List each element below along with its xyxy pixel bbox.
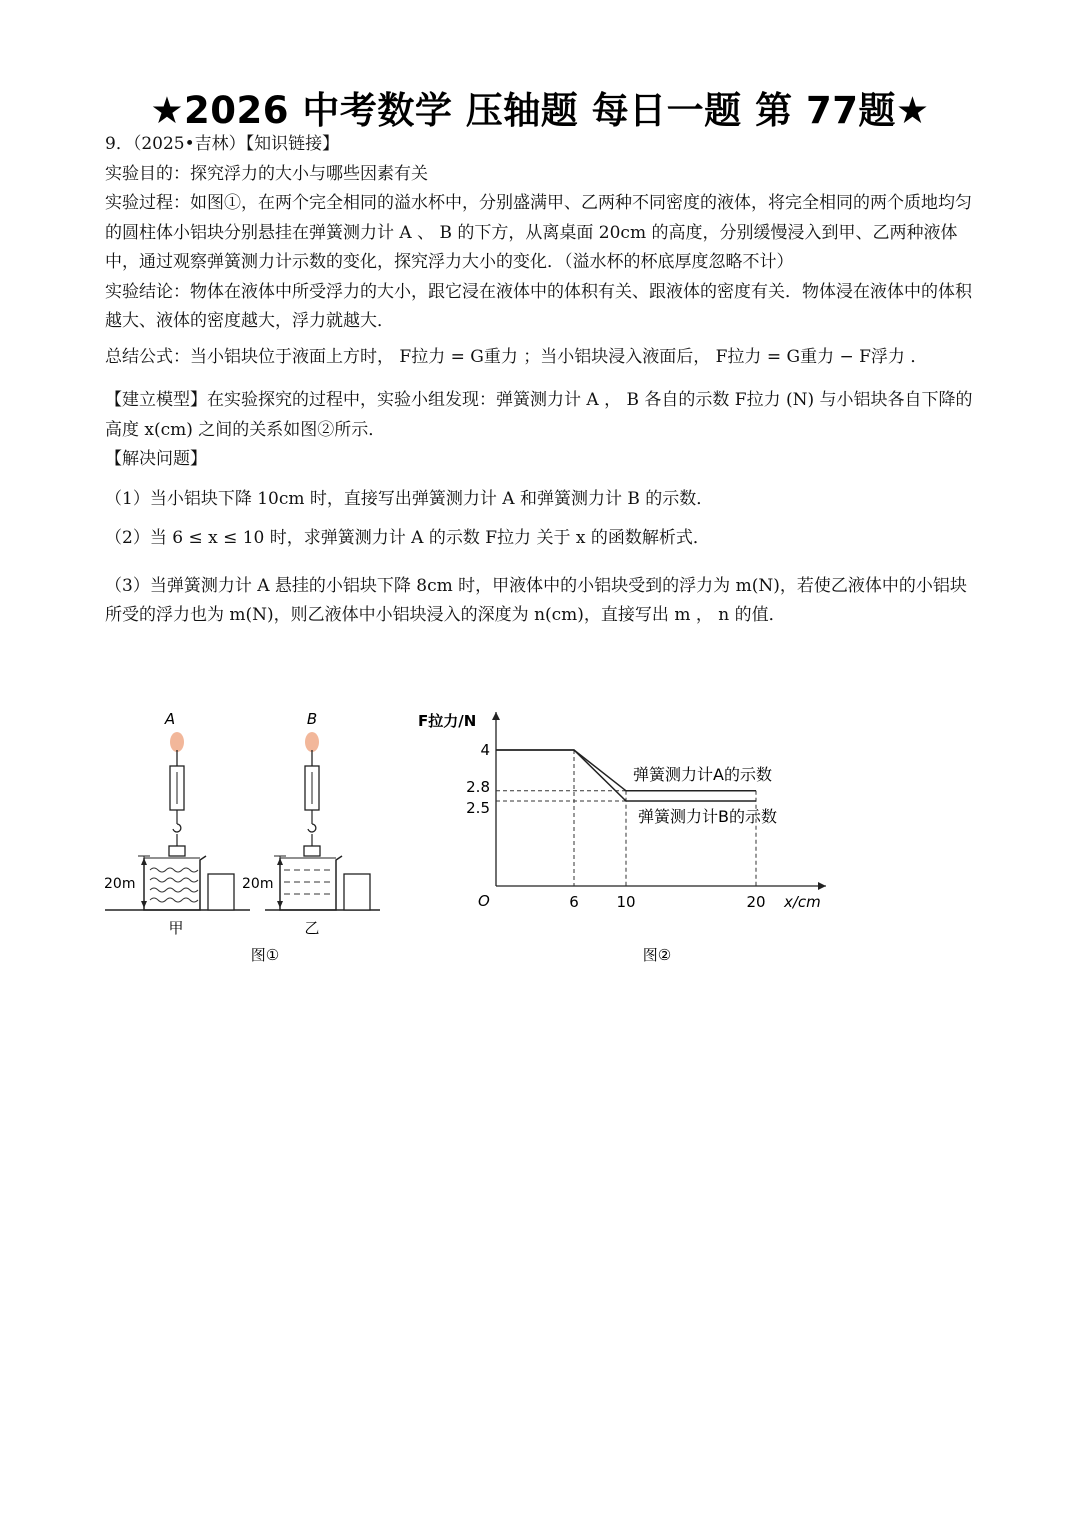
figure-2-caption: 图② — [642, 946, 672, 964]
aluminum-block-b — [304, 846, 320, 856]
figures — [100, 700, 840, 975]
summary-formula: 总结公式：当小铝块位于液面上方时， F拉力 = G重力 ；当小铝块浸入液面后， F拉力 = G重力 − F浮力 ． — [105, 346, 928, 367]
solve-header: 【解决问题】 — [105, 449, 207, 469]
y-tick-label-2.8: 2.8 — [466, 777, 490, 796]
experiment-conclusion: 实验结论：物体在液体中所受浮力的大小，跟它浸在液体中的体积有关、跟液体的密度有关．物体浸在液体中的体积越大、液体的密度越大，浮力就越大． — [105, 281, 972, 331]
y-axis-arrow — [492, 712, 500, 720]
origin-label: O — [478, 892, 490, 910]
hook-a — [173, 824, 181, 832]
problem-source: 9．（2025•吉林）【知识链接】 — [105, 134, 340, 154]
x-tick-label-20: 20 — [746, 893, 766, 911]
overflow-cup-a — [144, 856, 206, 910]
label-a: A — [164, 710, 176, 728]
y-axis-label: F拉力/N — [418, 712, 477, 730]
x-tick-label-6: 6 — [569, 893, 579, 911]
figure-1 — [104, 710, 380, 964]
x-axis-label: x/cm — [784, 893, 821, 911]
figure-1-caption: 图① — [250, 946, 280, 964]
y-tick-label-2.5: 2.5 — [466, 799, 490, 817]
overflow-cup-b — [280, 856, 342, 910]
liquid-b — [284, 870, 334, 894]
y-tick-label-4: 4 — [480, 741, 490, 759]
figure-2-chart — [418, 712, 826, 964]
experiment-purpose: 实验目的：探究浮力的大小与哪些因素有关 — [105, 163, 428, 184]
experiment-process: 实验过程：如图①，在两个完全相同的溢水杯中，分别盛满甲、乙两种不同密度的液体，将完全相同的两个质地均匀的圆柱体小铝块分别悬挂在弹簧测力计 A 、 B 的下方，从离桌面 20cm 的高度，分别缓慢浸入到甲、乙两种液体中，通过观察弹簧测力计示数的变化，探究浮力大小的变化．（溢水杯的杯底厚度忽略不计） — [105, 193, 972, 272]
liquid-label-yi: 乙 — [304, 919, 320, 937]
question-3: （3）当弹簧测力计 A 悬挂的小铝块下降 8cm 时，甲液体中的小铝块受到的浮力为 m(N)，若使乙液体中的小铝块所受的浮力也为 m(N)，则乙液体中小铝块浸入的深度为 n(cm)，直接写出 m ， n 的值． — [105, 575, 967, 625]
question-1: （1）当小铝块下降 10cm 时，直接写出弹簧测力计 A 和弹簧测力计 B 的示数． — [105, 488, 714, 509]
problem-body — [105, 130, 980, 631]
aluminum-block-a — [169, 846, 185, 856]
hand-icon-b — [305, 732, 319, 752]
page-title: ★2026 中考数学 压轴题 每日一题 第 77题★ — [150, 89, 930, 132]
height-label-a: 20m — [104, 876, 136, 892]
height-label-b: 20m — [242, 876, 274, 892]
hand-icon-a — [170, 732, 184, 752]
liquid-a — [150, 868, 198, 902]
label-b: B — [306, 710, 318, 728]
legend-a: 弹簧测力计A的示数 — [633, 765, 772, 784]
catch-cup-a — [208, 874, 234, 910]
legend-b: 弹簧测力计B的示数 — [638, 807, 777, 826]
catch-cup-b — [344, 874, 370, 910]
x-tick-label-10: 10 — [616, 893, 636, 911]
model-statement: 【建立模型】在实验探究的过程中，实验小组发现：弹簧测力计 A ， B 各自的示数 F拉力 (N) 与小铝块各自下降的高度 x(cm) 之间的关系如图②所示． — [105, 390, 973, 440]
liquid-label-jia: 甲 — [168, 919, 184, 937]
hook-b — [308, 824, 316, 832]
question-2: （2）当 6 ≤ x ≤ 10 时，求弹簧测力计 A 的示数 F拉力 关于 x 的函数解析式． — [105, 528, 710, 548]
x-axis-arrow — [818, 882, 826, 890]
